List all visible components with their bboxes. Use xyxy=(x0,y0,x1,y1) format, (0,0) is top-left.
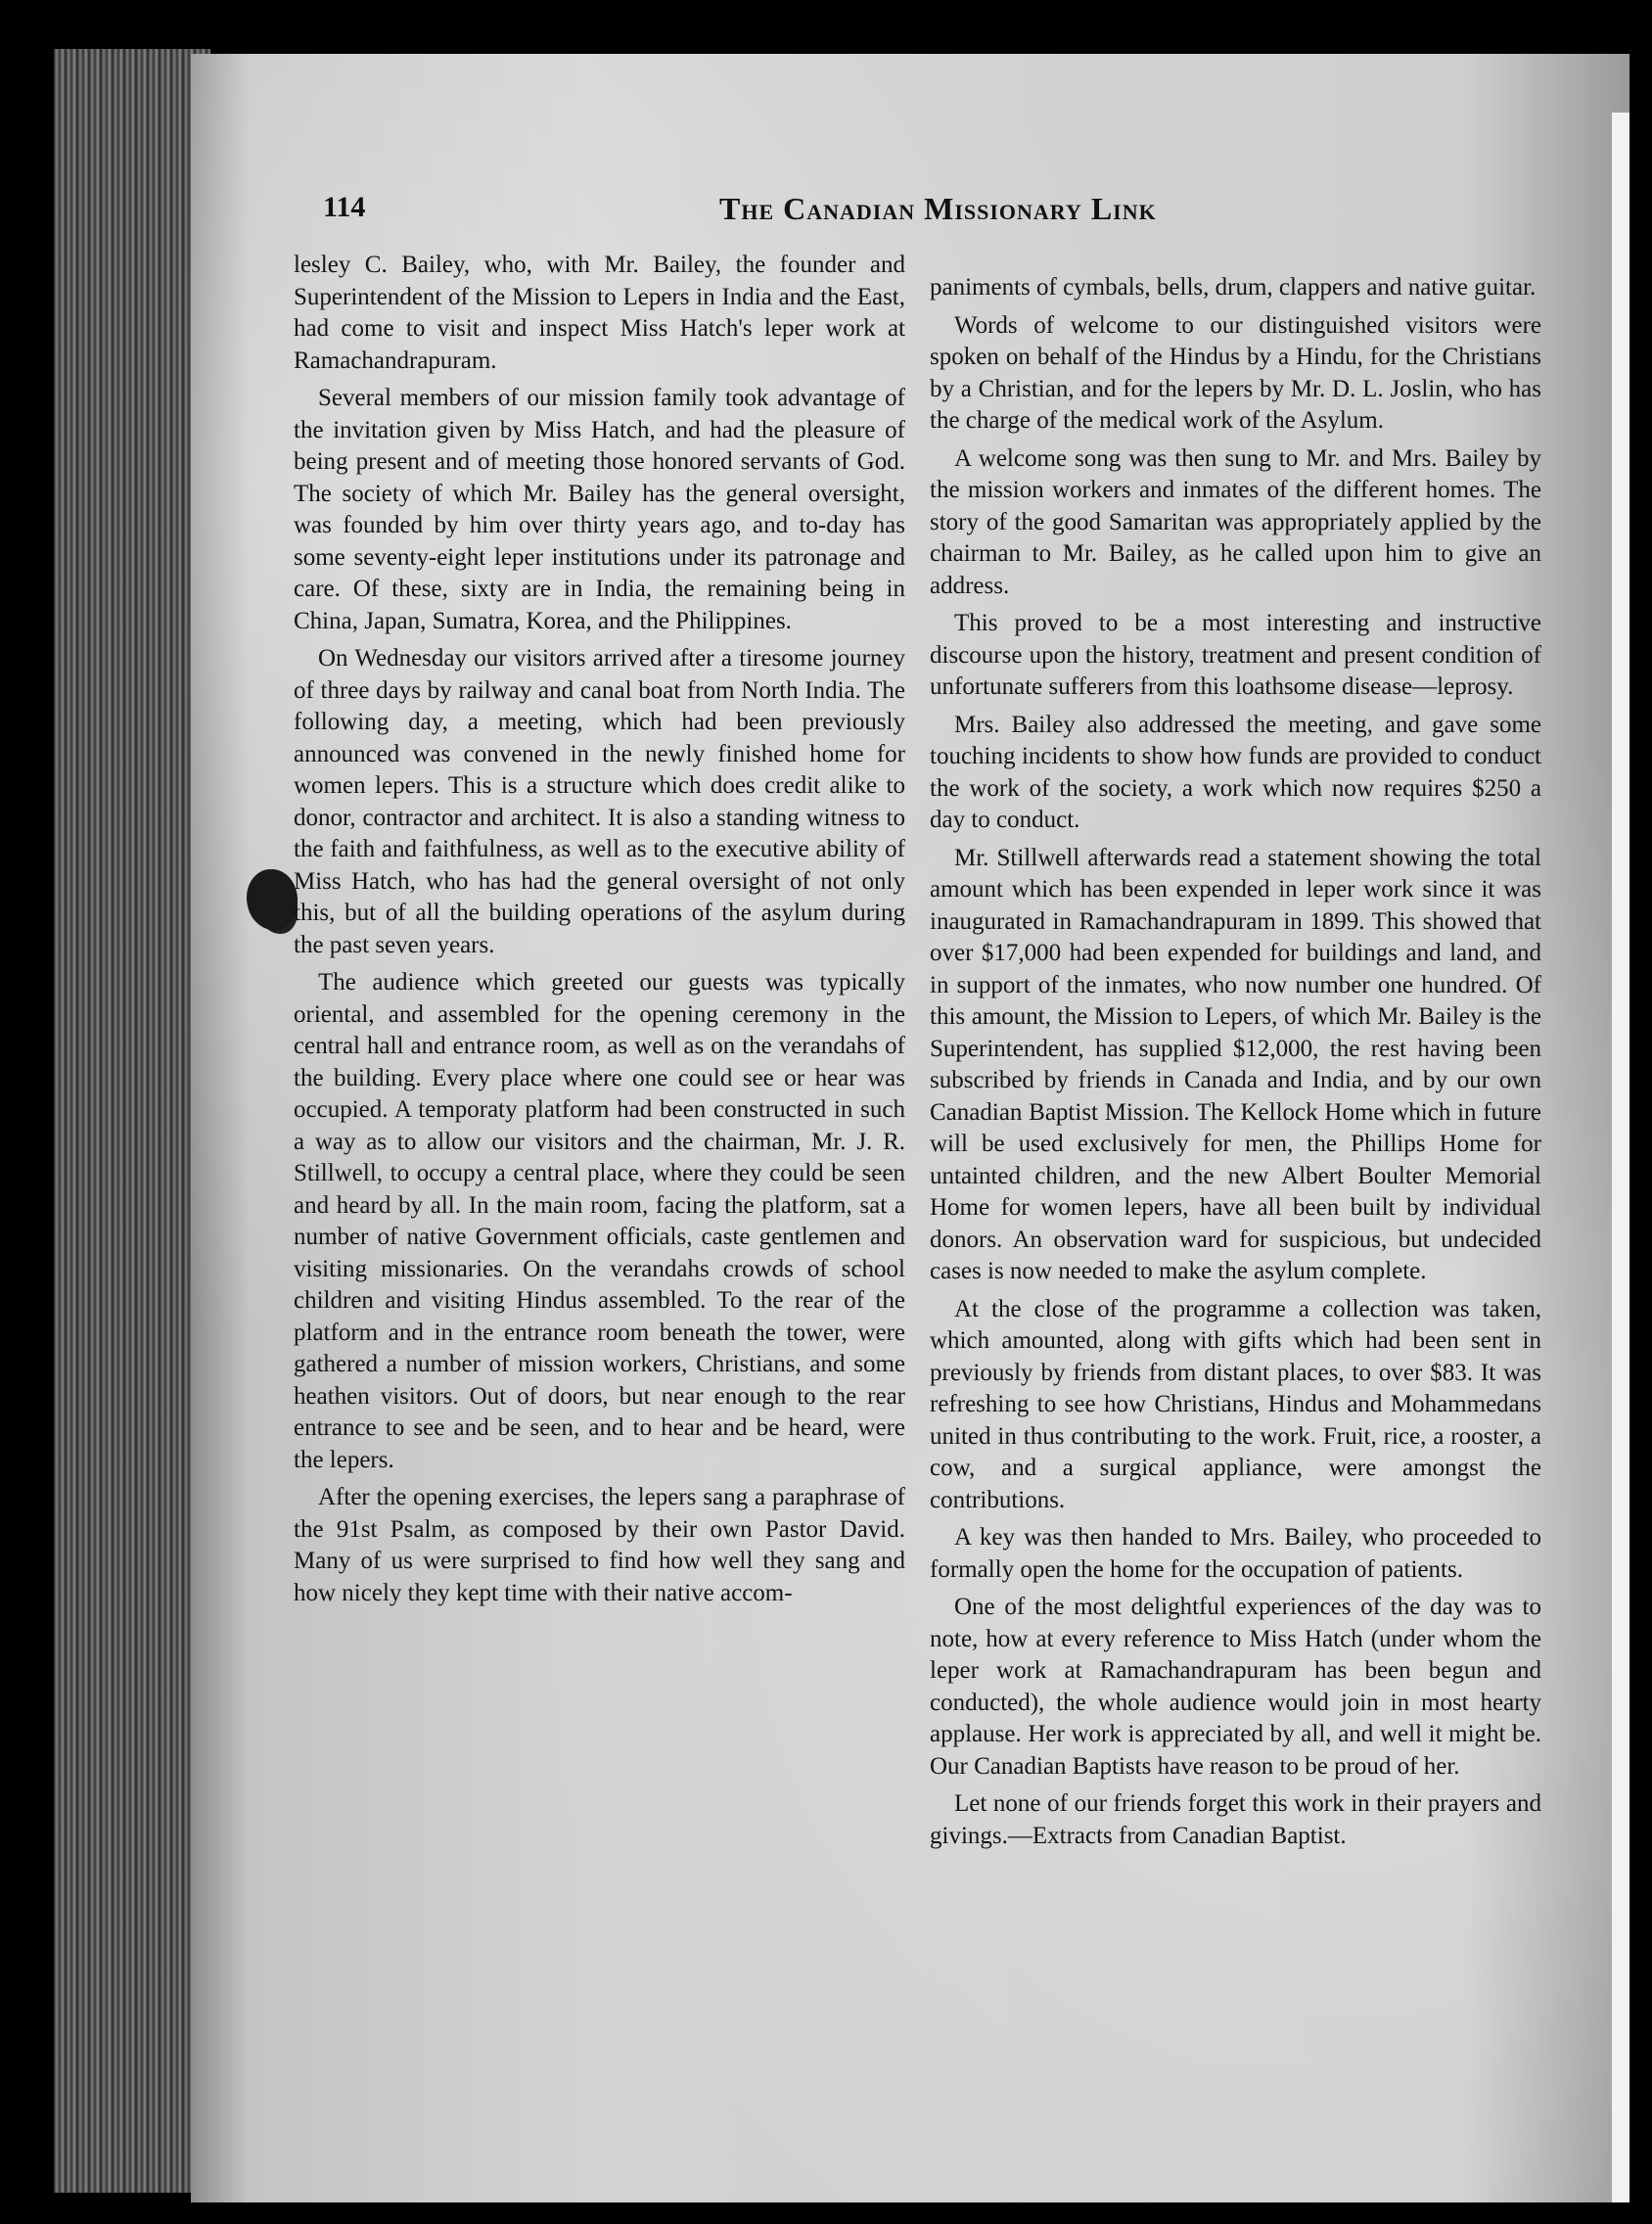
right-column xyxy=(930,272,1541,1858)
paragraph: paniments of cymbals, bells, drum, clappers and native guitar. xyxy=(930,274,1537,301)
paragraph: A welcome song was then sung to Mr. and Mrs. Bailey by the mission workers and inmates of the different homes. The story of the good Samaritan was appropriately applied by the chairman to Mr. Bailey, as he called upon him to give an address. xyxy=(930,444,1541,599)
ink-blot-mark xyxy=(247,869,298,930)
running-head: The Canadian Missionary Link xyxy=(719,191,1157,226)
paragraph: The audience which greeted our guests was typically oriental, and assembled for the opening ceremony in the central hall and entrance room, as well as on the verandahs of the building. Every place where one could see or hear was occupied. A temporaty platform had been constructed in such a way as to allow our visitors and the chairman, Mr. J. R. Stillwell, to occupy a central place, where they could be seen and heard by all. In the main room, facing the platform, sat a number of native Government officials, caste gentlemen and visiting missionaries. On the verandahs crowds of school children and visiting Hindus assembled. To the rear of the platform and in the entrance room beneath the tower, were gathered a number of mission workers, Christians, and some heathen visitors. Out of doors, but near enough to the rear entrance to see and be seen, and to hear and be heard, were the lepers. xyxy=(294,969,905,1473)
paragraph: Let none of our friends forget this work in their prayers and givings.—Extracts from Canadian Baptist. xyxy=(930,1790,1541,1849)
paragraph: At the close of the programme a collection was taken, which amounted, along with gifts which had been sent in previously by friends from distant places, to over $83. It was refreshing to see how Christians, Hindus and Mohammedans united in thus contributing to the work. Fruit, rice, a rooster, a cow, and a surgical appliance, were amongst the contributions. xyxy=(930,1295,1541,1513)
page-number: 114 xyxy=(323,191,366,223)
paragraph: Mr. Stillwell afterwards read a statement showing the total amount which has been expended in leper work since it was inaugurated in Ramachandrapuram in 1899. This showed that over $17,000 had been expended for buildings and land, and in support of the inmates, who now number one hundred. Of this amount, the Mission to Lepers, of which Mr. Bailey is the Superintendent, has supplied $12,000, the rest having been subscribed by friends in Canada and India, and by our own Canadian Baptist Mission. The Kellock Home which in future will be used exclusively for men, the Phillips Home for untainted children, and the new Albert Boulter Memorial Home for women lepers, have all been built by individual donors. An observation ward for suspicious, but undecided cases is now needed to make the asylum complete. xyxy=(930,844,1541,1284)
paragraph: After the opening exercises, the lepers sang a paraphrase of the 91st Psalm, as composed by their own Pastor David. Many of us were surprised to find how well they sang and how nicely they kept time with their native accom- xyxy=(294,1484,905,1606)
paragraph: lesley C. Bailey, who, with Mr. Bailey, the founder and Superintendent of the Mission to Lepers in India and the East, had come to visit and inspect Miss Hatch's leper work at Ramachandrapuram. xyxy=(294,252,905,374)
left-column xyxy=(294,250,905,1615)
paragraph: Several members of our mission family took advantage of the invitation given by Miss Hatch, and had the pleasure of being present and of meeting those honored servants of God. The society of which Mr. Bailey has the general oversight, was founded by him over thirty years ago, and to-day has some seventy-eight leper institutions under its patronage and care. Of these, sixty are in India, the remaining being in China, Japan, Sumatra, Korea, and the Philippines. xyxy=(294,385,905,634)
paragraph: Mrs. Bailey also addressed the meeting, and gave some touching incidents to show how funds are provided to conduct the work of the society, a work which now requires $250 a day to conduct. xyxy=(930,711,1541,833)
page-header xyxy=(323,191,1566,240)
paragraph: On Wednesday our visitors arrived after a tiresome journey of three days by railway and canal boat from North India. The following day, a meeting, which had been previously announced was convened in the newly finished home for women lepers. This is a structure which does credit alike to donor, contractor and architect. It is also a standing witness to the faith and faithfulness, as well as to the executive ability of Miss Hatch, who has had the general oversight of not only this, but of all the building operations of the asylum during the past seven years. xyxy=(294,645,905,958)
page-margin-edge xyxy=(1612,113,1629,2202)
paragraph: Words of welcome to our distinguished visitors were spoken on behalf of the Hindus by a Hindu, for the Christians by a Christian, and for the lepers by Mr. D. L. Joslin, who has the charge of the medical work of the Asylum. xyxy=(930,311,1541,434)
paragraph: One of the most delightful experiences of the day was to note, how at every reference to Miss Hatch (under whom the leper work at Ramachandrapuram has been begun and conducted), the whole audience would join in most hearty applause. Her work is appreciated by all, and well it might be. Our Canadian Baptists have reason to be proud of her. xyxy=(930,1594,1541,1780)
paragraph: This proved to be a most interesting and instructive discourse upon the history, treatment and present condition of unfortunate sufferers from this loathsome disease—leprosy. xyxy=(930,610,1541,700)
paragraph: A key was then handed to Mrs. Bailey, who proceeded to formally open the home for the occupation of patients. xyxy=(930,1524,1541,1583)
book-page-edges xyxy=(54,49,210,2193)
